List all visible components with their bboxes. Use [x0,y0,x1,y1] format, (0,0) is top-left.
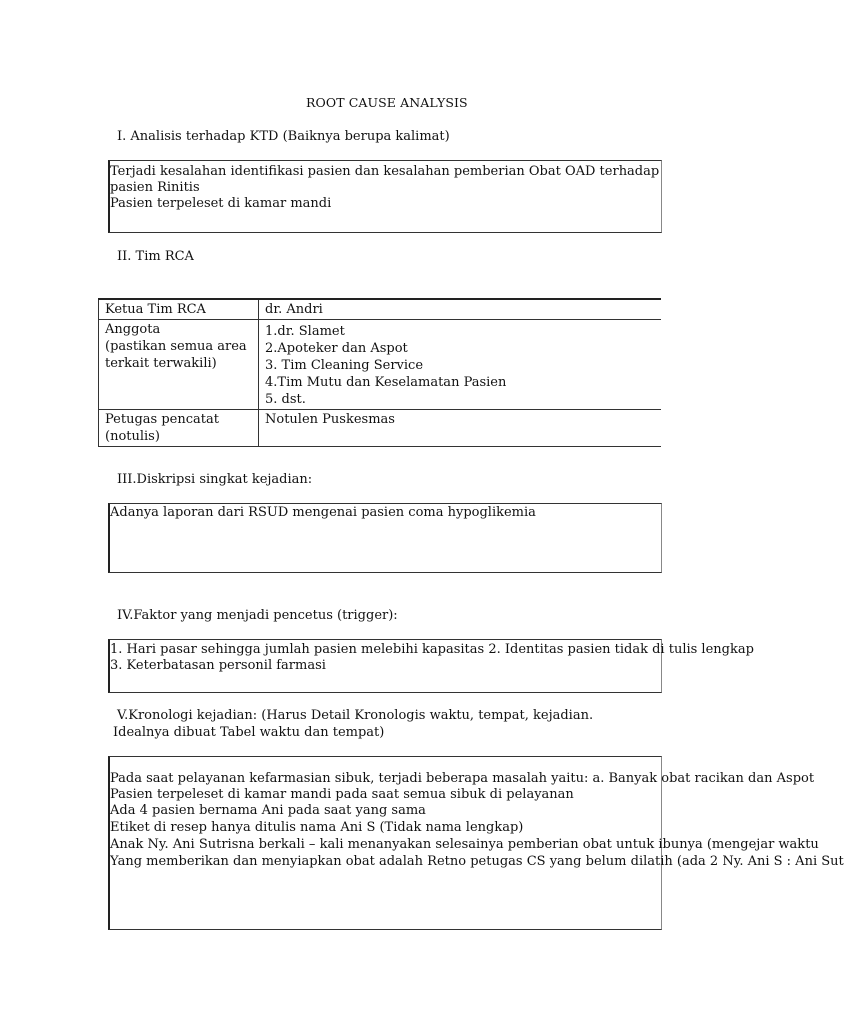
section-5-box [108,756,844,930]
section-5-line: Yang memberikan dan menyiapkan obat adalah Retno petugas CS yang belum dilatih (ada 2 Ny. Ani S : Ani Sut [110,854,844,869]
anggota-members [259,320,662,410]
anggota-label [99,320,259,410]
section-3-text: Adanya laporan dari RSUD mengenai pasien coma hypoglikemia [110,505,536,520]
section-5-line: Anak Ny. Ani Sutrisna berkali – kali menanyakan selesainya pemberian obat untuk ibunya (mengejar waktu [110,837,819,852]
section-1-box [108,160,662,233]
table-row [99,320,662,410]
section-3-heading: III.Diskripsi singkat kejadian: [117,472,313,487]
petugas-value: Notulen Puskesmas [259,410,662,447]
section-1-line: Terjadi kesalahan identifikasi pasien dan kesalahan pemberian Obat OAD terhadap [110,164,660,179]
section-4-line: 1. Hari pasar sehingga jumlah pasien melebihi kapasitas 2. Identitas pasien tidak di tulis lengkap [110,642,754,657]
table-row [99,299,662,320]
list-item: 4.Tim Mutu dan Keselamatan Pasien [265,375,507,390]
section-4-line: 3. Keterbatasan personil farmasi [110,658,326,673]
petugas-label-line: (notulis) [105,429,160,444]
petugas-label-line: Petugas pencatat [105,412,219,427]
section-4-box [108,639,754,693]
table-row [99,410,662,447]
section-5-heading: Idealnya dibuat Tabel waktu dan tempat) [113,725,385,740]
section-3-box [108,503,662,573]
list-item: 5. dst. [265,392,306,407]
section-5-line: Pasien terpeleset di kamar mandi pada saat semua sibuk di pelayanan [110,787,574,802]
section-5-line: Etiket di resep hanya ditulis nama Ani S (Tidak nama lengkap) [110,820,524,835]
anggota-label-line: (pastikan semua area [105,339,247,354]
section-5-line: Pada saat pelayanan kefarmasian sibuk, terjadi beberapa masalah yaitu: a. Banyak obat racikan dan Aspot [110,771,815,786]
list-item: 2.Apoteker dan Aspot [265,341,408,356]
list-item: 1.dr. Slamet [265,324,345,339]
section-5-line: Ada 4 pasien bernama Ani pada saat yang sama [110,803,426,818]
rca-team-table [98,298,661,447]
section-2-heading: II. Tim RCA [117,249,194,264]
section-1-heading: I. Analisis terhadap KTD (Baiknya berupa kalimat) [117,129,450,144]
section-5-heading: V.Kronologi kejadian: (Harus Detail Kronologis waktu, tempat, kejadian. [117,708,594,723]
anggota-label-line: Anggota [105,322,161,337]
ketua-label: Ketua Tim RCA [99,299,259,320]
list-item: 3. Tim Cleaning Service [265,358,424,373]
ketua-value: dr. Andri [259,299,662,320]
section-4-heading: IV.Faktor yang menjadi pencetus (trigger): [117,608,398,623]
petugas-label [99,410,259,447]
section-1-line: pasien Rinitis [110,180,200,195]
section-1-line: Pasien terpeleset di kamar mandi [110,196,332,211]
anggota-label-line: terkait terwakili) [105,356,217,371]
document-title: ROOT CAUSE ANALYSIS [306,95,468,110]
